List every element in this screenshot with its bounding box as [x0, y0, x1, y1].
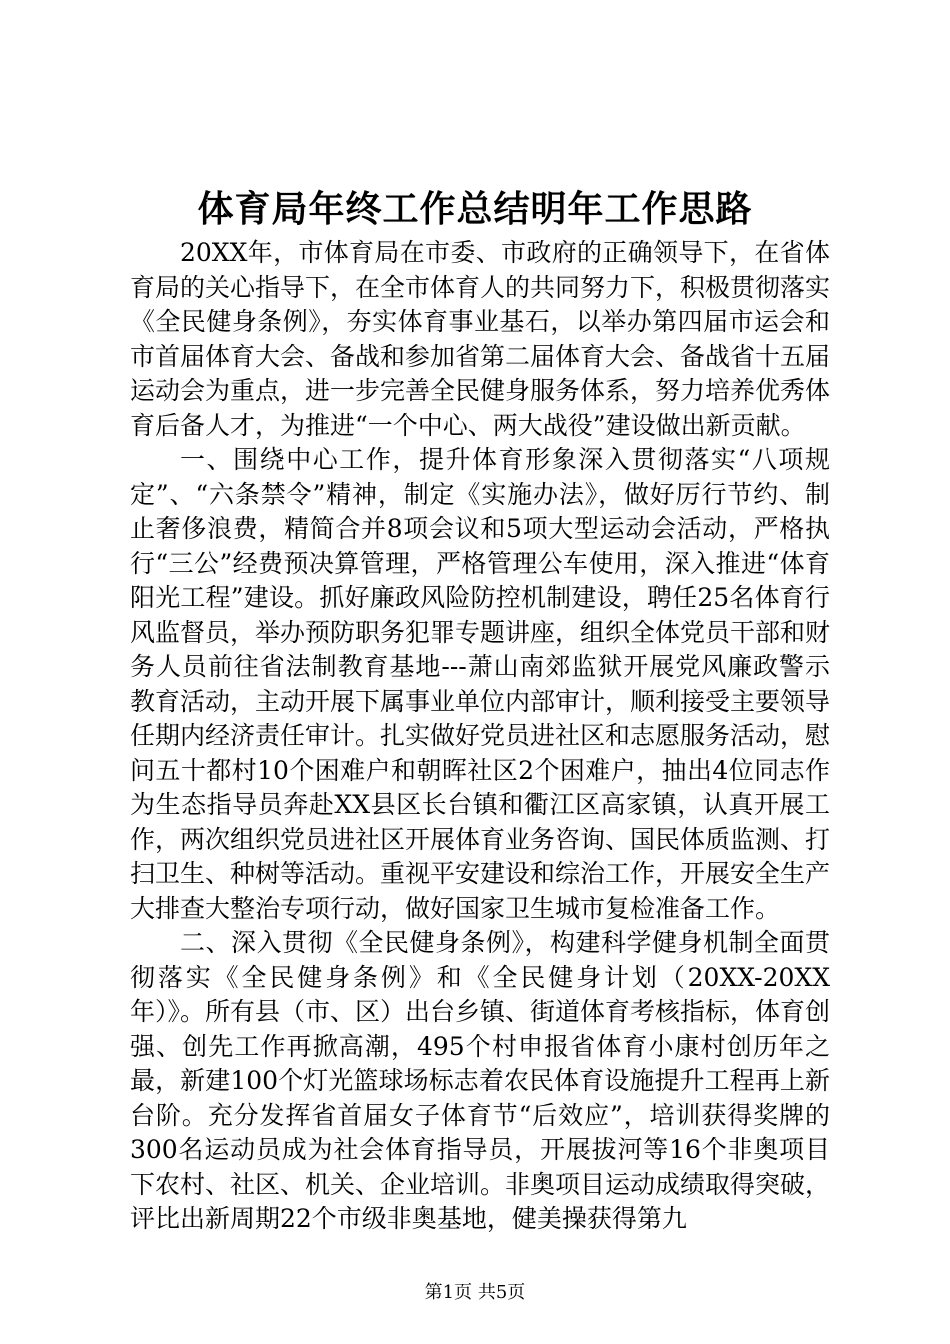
- paragraph-section-one: 一、围绕中心工作，提升体育形象深入贯彻落实“八项规定”、“六条禁令”精神，制定《实施办法》，做好厉行节约、制止奢侈浪费，精简合并8项会议和5项大型运动会活动，严格执行“三公”经费预决算管理，严格管理公车使用，深入推进“体育阳光工程”建设。抓好廉政风险防控机制建设，聘任25名体育行风监督员，举办预防职务犯罪专题讲座，组织全体党员干部和财务人员前往省法制教育基地---萧山南郊监狱开展党风廉政警示教育活动，主动开展下属事业单位内部审计，顺利接受主要领导任期内经济责任审计。扎实做好党员进社区和志愿服务活动，慰问五十都村10个困难户和朝晖社区2个困难户，抽出4位同志作为生态指导员奔赴XX县区长台镇和衢江区高家镇，认真开展工作，两次组织党员进社区开展体育业务咨询、国民体质监测、打扫卫生、种树等活动。重视平安建设和综治工作，开展安全生产大排查大整治专项行动，做好国家卫生城市复检准备工作。: [130, 445, 831, 923]
- document-body: [130, 236, 830, 1237]
- paragraph-intro: 20XX年，市体育局在市委、市政府的正确领导下，在省体育局的关心指导下，在全市体育人的共同努力下，积极贯彻落实《全民健身条例》，夯实体育事业基石，以举办第四届市运会和市首届体育大会、备战和参加省第二届体育大会、备战省十五届运动会为重点，进一步完善全民健身服务体系，努力培养优秀体育后备人才，为推进“一个中心、两大战役”建设做出新贡献。: [130, 238, 831, 440]
- document-title: 体育局年终工作总结明年工作思路: [197, 188, 753, 230]
- paragraph-section-two: 二、深入贯彻《全民健身条例》，构建科学健身机制全面贯彻落实《全民健身条例》和《全民健身计划（20XX-20XX年）》。所有县（市、区）出台乡镇、街道体育考核指标，体育创强、创先工作再掀高潮，495个村申报省体育小康村创历年之最，新建100个灯光篮球场标志着农民体育设施提升工程再上新台阶。充分发挥省首届女子体育节“后效应”，培训获得奖牌的300名运动员成为社会体育指导员，开展拔河等16个非奥项目下农村、社区、机关、企业培训。非奥项目运动成绩取得突破，评比出新周期22个市级非奥基地，健美操获得第九: [130, 928, 831, 1233]
- page-number-footer: 第1页 共5页: [424, 1282, 526, 1303]
